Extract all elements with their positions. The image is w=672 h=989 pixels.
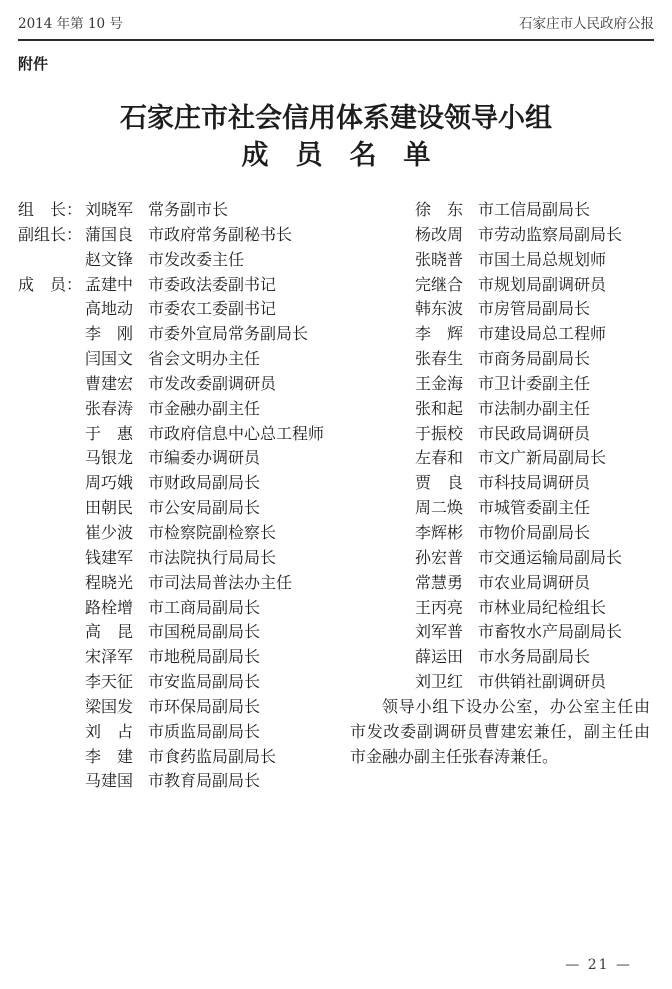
roster-row (18, 248, 350, 273)
member-name: 徐 东 (415, 200, 464, 219)
member-name: 完继合 (415, 274, 464, 294)
member-name: 宋泽军 (85, 647, 134, 667)
member-title: 市环保局副局长 (148, 696, 261, 716)
role-label (18, 372, 85, 397)
member-title: 市建设局总工程师 (478, 324, 607, 344)
member-title: 市委政法委副书记 (148, 274, 277, 294)
roster-column-left (18, 198, 350, 794)
role-label (18, 297, 85, 322)
member-title: 市检察院副检察长 (148, 522, 277, 542)
header-gazette-title: 石家庄市人民政府公报 (519, 16, 654, 32)
header-divider (18, 39, 654, 41)
role-label (350, 297, 415, 322)
member-title: 常务副市长 (148, 200, 229, 219)
member-name: 韩东波 (415, 299, 464, 319)
roster-row (350, 198, 652, 223)
doc-title-line1: 石家庄市社会信用体系建设领导小组 (120, 103, 552, 134)
roster-row (350, 471, 652, 496)
member-name: 赵文锋 (85, 249, 134, 269)
member-name: 李天征 (85, 672, 134, 692)
roster-row (350, 297, 652, 322)
member-title: 市城管委副主任 (478, 498, 591, 518)
member-name: 刘军普 (415, 622, 464, 642)
member-name: 贾 良 (415, 473, 464, 493)
member-title: 市畜牧水产局副局长 (478, 622, 623, 642)
member-name: 于振校 (415, 423, 464, 443)
member-name: 程晓光 (85, 572, 134, 592)
roster-row (18, 446, 350, 471)
role-label (350, 273, 415, 298)
roster-row (18, 322, 350, 347)
role-label: 成 员： (18, 274, 83, 294)
roster-row (18, 223, 350, 248)
roster-row (18, 471, 350, 496)
roster-row (18, 596, 350, 621)
roster-row (18, 347, 350, 372)
member-title: 市教育局副局长 (148, 771, 261, 791)
roster-row (18, 695, 350, 720)
member-title: 市国土局总规划师 (478, 249, 607, 269)
member-title: 市编委办调研员 (148, 448, 261, 468)
role-label (350, 397, 415, 422)
roster-row (18, 645, 350, 670)
member-name: 蒲国良 (85, 224, 134, 244)
member-title: 市政府常务副秘书长 (148, 224, 293, 244)
member-title: 市政府信息中心总工程师 (148, 423, 325, 443)
role-label (18, 720, 85, 745)
role-label (350, 596, 415, 621)
member-title: 市安监局副局长 (148, 672, 261, 692)
roster-row (350, 422, 652, 447)
member-name: 于 惠 (85, 423, 134, 443)
roster-row (350, 571, 652, 596)
member-name: 李 建 (85, 746, 134, 766)
member-name: 马建国 (85, 771, 134, 791)
role-label (350, 496, 415, 521)
member-name: 张春生 (415, 349, 464, 369)
roster-row (18, 620, 350, 645)
role-label (350, 347, 415, 372)
member-name: 田朝民 (85, 498, 134, 518)
member-name: 孟建中 (85, 274, 134, 294)
roster-row (350, 670, 652, 695)
page-header (18, 0, 654, 39)
member-title: 市农业局调研员 (478, 572, 591, 592)
roster-row (18, 745, 350, 770)
roster-row (350, 248, 652, 273)
role-label (350, 322, 415, 347)
member-name: 高 昆 (85, 622, 134, 642)
roster-column-right (350, 198, 652, 794)
roster-row (350, 521, 652, 546)
roster-row (350, 596, 652, 621)
member-name: 李辉彬 (415, 522, 464, 542)
member-name: 王金海 (415, 373, 464, 393)
roster-row (18, 273, 350, 298)
role-label: 副组长： (18, 224, 83, 244)
role-label (18, 670, 85, 695)
roster-row (350, 372, 652, 397)
member-title: 市法制办副主任 (478, 398, 591, 418)
member-title: 市质监局副局长 (148, 721, 261, 741)
roster-row (350, 620, 652, 645)
member-title: 市财政局副局长 (148, 473, 261, 493)
role-label (18, 620, 85, 645)
roster-row (18, 198, 350, 223)
member-title: 市房管局副局长 (478, 299, 591, 319)
roster-row (350, 223, 652, 248)
role-label (18, 769, 85, 794)
member-title: 市商务局副局长 (478, 349, 591, 369)
roster-row (18, 422, 350, 447)
member-name: 张和起 (415, 398, 464, 418)
role-label (350, 521, 415, 546)
role-label (18, 546, 85, 571)
roster-row (18, 496, 350, 521)
role-label (18, 645, 85, 670)
roster-row (350, 322, 652, 347)
roster-row (18, 372, 350, 397)
roster-row (18, 769, 350, 794)
member-title: 市劳动监察局副局长 (478, 224, 623, 244)
role-label (350, 198, 415, 223)
header-issue-number: 2014 年第 10 号 (18, 16, 123, 32)
member-name: 刘 占 (85, 721, 134, 741)
roster-row (350, 446, 652, 471)
member-name: 周巧娥 (85, 473, 134, 493)
roster-row (18, 521, 350, 546)
roster-row (18, 397, 350, 422)
role-label (18, 248, 85, 273)
role-label (350, 372, 415, 397)
roster (18, 198, 654, 794)
page-number: — 21 — (565, 957, 632, 973)
role-label (350, 446, 415, 471)
member-name: 高地动 (85, 299, 134, 319)
member-title: 市规划局副调研员 (478, 274, 607, 294)
roster-row (18, 546, 350, 571)
role-label (18, 322, 85, 347)
member-name: 王丙亮 (415, 597, 464, 617)
roster-row (350, 397, 652, 422)
member-name: 薛运田 (415, 647, 464, 667)
member-name: 张晓普 (415, 249, 464, 269)
member-name: 李 辉 (415, 324, 464, 344)
roster-row (18, 297, 350, 322)
member-name: 梁国发 (85, 696, 134, 716)
member-title: 市工商局副局长 (148, 597, 261, 617)
member-title: 市供销社副调研员 (478, 672, 607, 692)
roster-row (350, 645, 652, 670)
role-label (18, 695, 85, 720)
roster-row (18, 670, 350, 695)
member-name: 杨改周 (415, 224, 464, 244)
role-label (18, 571, 85, 596)
member-name: 张春涛 (85, 398, 134, 418)
member-title: 市法院执行局局长 (148, 547, 277, 567)
member-name: 闫国文 (85, 349, 134, 369)
member-title: 市发改委主任 (148, 249, 245, 269)
role-label (350, 546, 415, 571)
member-name: 李 刚 (85, 324, 134, 344)
role-label (350, 620, 415, 645)
member-name: 左春和 (415, 448, 464, 468)
role-label: 组 长： (18, 200, 83, 219)
member-title: 市林业局纪检组长 (478, 597, 607, 617)
doc-title-line2: 成 员 名 单 (241, 140, 431, 171)
roster-row (350, 347, 652, 372)
role-label (350, 223, 415, 248)
role-label (350, 571, 415, 596)
member-title: 市委外宣局常务副局长 (148, 324, 309, 344)
roster-row (18, 571, 350, 596)
role-label (350, 422, 415, 447)
role-label (350, 645, 415, 670)
member-name: 周二焕 (415, 498, 464, 518)
closing-paragraph: 领导小组下设办公室，办公室主任由市发改委副调研员曹建宏兼任，副主任由市金融办副主任张春涛兼任。 (350, 696, 650, 766)
role-label (18, 596, 85, 621)
member-title: 市文广新局副局长 (478, 448, 607, 468)
member-title: 市卫计委副主任 (478, 373, 591, 393)
member-title: 市委农工委副书记 (148, 299, 277, 319)
role-label (350, 248, 415, 273)
member-name: 刘卫红 (415, 672, 464, 692)
member-title: 市交通运输局副局长 (478, 547, 623, 567)
role-label (18, 422, 85, 447)
member-title: 市民政局调研员 (478, 423, 591, 443)
member-name: 曹建宏 (85, 373, 134, 393)
member-title: 市国税局副局长 (148, 622, 261, 642)
member-title: 市司法局普法办主任 (148, 572, 293, 592)
member-title: 市工信局副局长 (478, 200, 591, 219)
attachment-label: 附件 (18, 55, 49, 73)
member-title: 市物价局副局长 (478, 522, 591, 542)
member-name: 崔少波 (85, 522, 134, 542)
role-label (350, 670, 415, 695)
member-title: 市发改委副调研员 (148, 373, 277, 393)
member-title: 市食药监局副局长 (148, 746, 277, 766)
role-label (18, 347, 85, 372)
member-name: 马银龙 (85, 448, 134, 468)
role-label (18, 397, 85, 422)
role-label (18, 446, 85, 471)
role-label (350, 471, 415, 496)
member-title: 市科技局调研员 (478, 473, 591, 493)
role-label (18, 745, 85, 770)
roster-row (350, 546, 652, 571)
member-title: 市公安局副局长 (148, 498, 261, 518)
roster-row (18, 720, 350, 745)
member-title: 市水务局副局长 (478, 647, 591, 667)
roster-row (350, 273, 652, 298)
role-label (18, 521, 85, 546)
member-name: 孙宏普 (415, 547, 464, 567)
role-label (18, 496, 85, 521)
member-name: 路栓增 (85, 597, 134, 617)
member-title: 省会文明办主任 (148, 349, 261, 369)
member-title: 市金融办副主任 (148, 398, 261, 418)
role-label (18, 471, 85, 496)
member-name: 常慧勇 (415, 572, 464, 592)
member-name: 钱建军 (85, 547, 134, 567)
member-title: 市地税局副局长 (148, 647, 261, 667)
roster-row (350, 496, 652, 521)
member-name: 刘晓军 (85, 200, 134, 219)
